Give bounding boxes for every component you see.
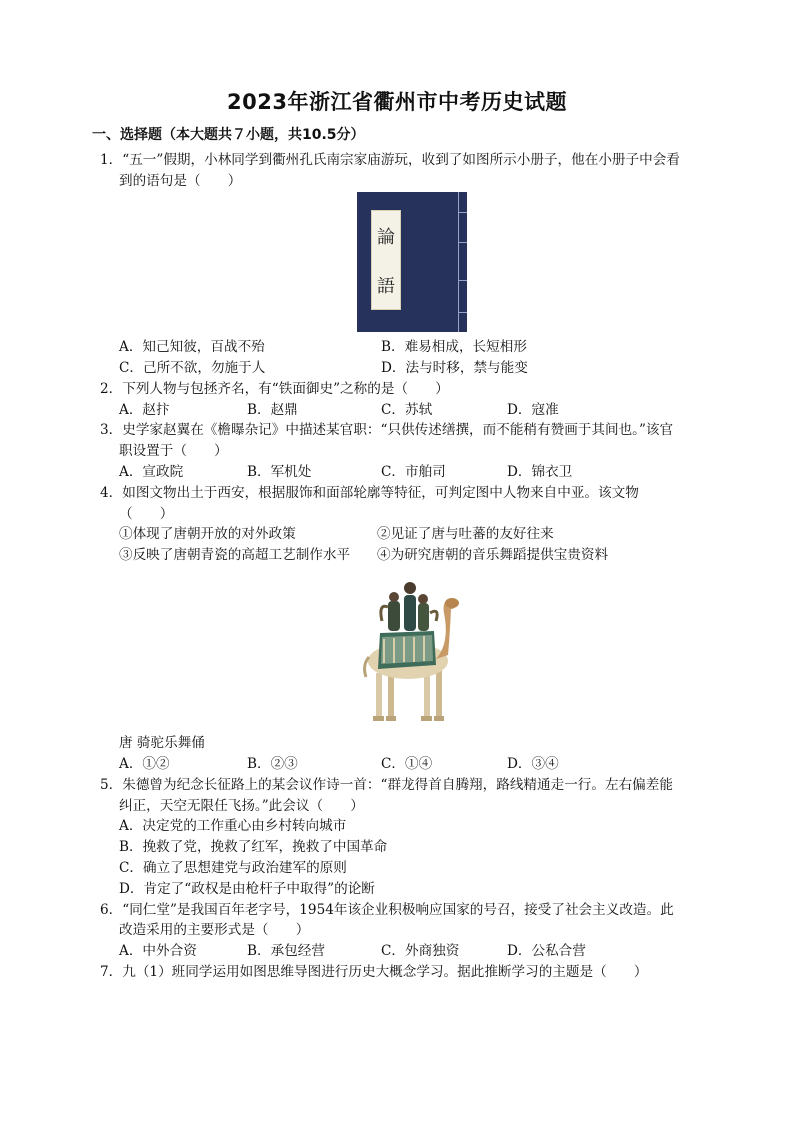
- q3-option-d: D．锦衣卫: [507, 464, 573, 480]
- q4-statement-4: ④为研究唐朝的音乐舞蹈提供宝贵资料: [377, 547, 609, 563]
- book-char: 論: [377, 226, 395, 248]
- q5-stem-line2: 纠正，天空无限任飞扬。”此会议（ ）: [119, 798, 364, 814]
- q2-stem: 2．下列人物与包拯齐名，有“铁面御史”之称的是（ ）: [100, 381, 449, 397]
- q1-option-a: A．知己知彼，百战不殆: [119, 339, 265, 355]
- q1-stem-line1: 1．“五一”假期，小林同学到衢州孔氏南宗家庙游玩，收到了如图所示小册子，他在小册子中会看: [100, 152, 680, 168]
- q6-option-c: C．外商独资: [381, 943, 460, 959]
- book-binding: [458, 312, 467, 313]
- q2-option-a: A．赵抃: [119, 402, 170, 418]
- q1-stem-line2: 到的语句是（ ）: [119, 173, 242, 189]
- q5-stem-line1: 5．朱德曾为纪念长征路上的某会议作诗一首：“群龙得首自腾翔，路线精通走一行。左右偏差能: [100, 777, 673, 793]
- q1-option-d: D．法与时移，禁与能变: [381, 360, 528, 376]
- q6-option-d: D．公私合营: [507, 943, 586, 959]
- q2-option-b: B．赵鼎: [247, 402, 298, 418]
- q2-option-c: C．苏轼: [381, 402, 433, 418]
- q5-option-d: D．肯定了“政权是由枪杆子中取得”的论断: [119, 881, 375, 897]
- camel-figurine-image: [358, 573, 464, 725]
- q3-stem-line2: 职设置于（ ）: [119, 443, 228, 459]
- q6-option-b: B．承包经营: [247, 943, 325, 959]
- q2-option-d: D．寇准: [507, 402, 559, 418]
- page-title: 2023年浙江省衢州市中考历史试题: [227, 90, 567, 114]
- q6-stem-line1: 6．“同仁堂”是我国百年老字号，1954年该企业积极响应国家的号召，接受了社会主义改造。此: [100, 902, 674, 918]
- book-binding: [458, 242, 467, 243]
- q4-stem-line2: （ ）: [119, 506, 174, 522]
- q1-option-b: B．难易相成，长短相形: [381, 339, 527, 355]
- q3-stem-line1: 3．史学家赵翼在《檐曝杂记》中描述某官职：“只供传述缮撰，而不能稍有赞画于其间也。”该官: [100, 422, 674, 438]
- q4-statement-2: ②见证了唐与吐蕃的友好往来: [377, 526, 554, 542]
- q5-option-b: B．挽救了党，挽救了红军，挽救了中国革命: [119, 839, 388, 855]
- camel-figurine-drawing: [365, 582, 459, 721]
- book-binding: [458, 280, 467, 281]
- section-heading: 一、选择题（本大题共７小题，共10.5分）: [92, 127, 365, 143]
- q6-option-a: A．中外合资: [119, 943, 197, 959]
- q4-option-c: C．①④: [381, 756, 433, 772]
- q5-option-c: C．确立了思想建党与政治建军的原则: [119, 860, 347, 876]
- q3-option-a: A．宣政院: [119, 464, 184, 480]
- book-char: 語: [377, 275, 395, 297]
- q5-option-a: A．决定党的工作重心由乡村转向城市: [119, 818, 347, 834]
- q4-image-caption: 唐 骑驼乐舞俑: [119, 735, 205, 751]
- q4-option-d: D．③④: [507, 756, 559, 772]
- book-title-label: [371, 210, 401, 310]
- q4-option-b: B．②③: [247, 756, 298, 772]
- q3-option-c: C．市舶司: [381, 464, 446, 480]
- q3-option-b: B．军机处: [247, 464, 312, 480]
- q4-statement-3: ③反映了唐朝青瓷的高超工艺制作水平: [119, 547, 351, 563]
- book-binding: [458, 212, 467, 213]
- q4-stem-line1: 4．如图文物出土于西安，根据服饰和面部轮廓等特征，可判定图中人物来自中亚。该文物: [100, 485, 639, 501]
- q1-option-c: C．己所不欲，勿施于人: [119, 360, 266, 376]
- q7-stem: 7．九（1）班同学运用如图思维导图进行历史大概念学习。据此推断学习的主题是（ ）: [100, 964, 648, 980]
- q6-stem-line2: 改造采用的主要形式是（ ）: [119, 922, 310, 938]
- book-spine: [458, 192, 459, 332]
- lunyu-book-image: [357, 192, 467, 332]
- q4-option-a: A．①②: [119, 756, 170, 772]
- q4-statement-1: ①体现了唐朝开放的对外政策: [119, 526, 296, 542]
